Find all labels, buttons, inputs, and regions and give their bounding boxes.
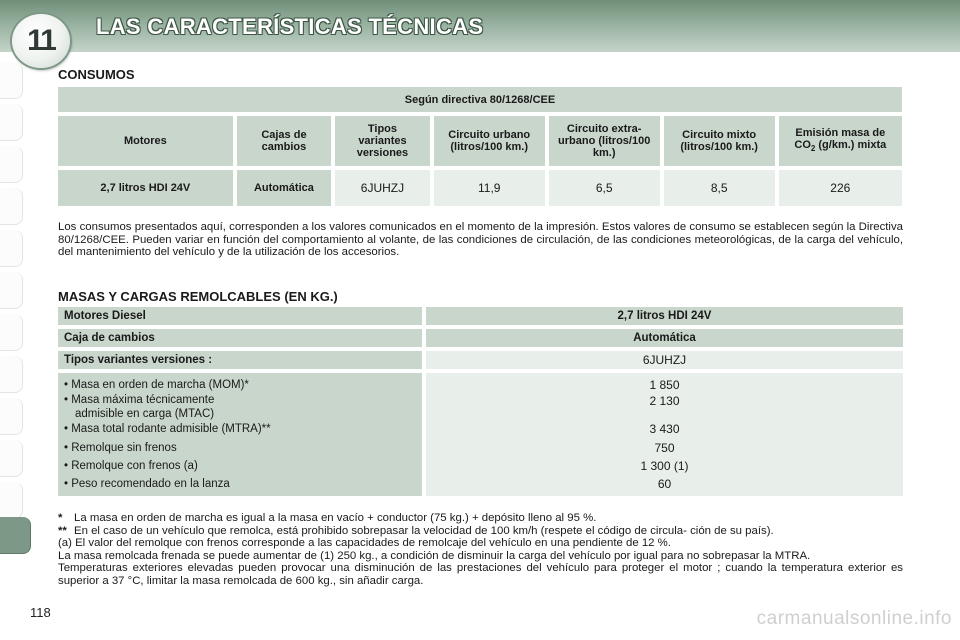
header-tipos: Tipos variantes versiones xyxy=(335,116,430,166)
list-item: • Masa en orden de marcha (MOM)* xyxy=(64,379,249,391)
table-caption: Según directiva 80/1268/CEE xyxy=(58,87,902,112)
note-temperaturas: Temperaturas exteriores elevadas pueden provocar una disminución de las prestaciones del vehículo para proteger el motor ; cuando la temperatura exterior es superior a 37 °C, limitar la masa remolcada de 600 kg., sin añadir carga. xyxy=(58,562,903,587)
cell-caja: Automática xyxy=(237,170,332,206)
section-title-consumos: CONSUMOS xyxy=(58,67,135,82)
chapter-tab[interactable] xyxy=(0,62,23,99)
note-masa-frenada: La masa remolcada frenada se puede aumentar de (1) 250 kg., a condición de disminuir la carga del vehículo por igual para no sobrepasar la MTRA. xyxy=(58,549,811,562)
masas-items-labels xyxy=(58,373,422,496)
cell-motor: 2,7 litros HDI 24V xyxy=(58,170,233,206)
list-item: • Masa máxima técnicamente admisible en carga (MTAC) xyxy=(64,394,215,420)
cell-mixto: 8,5 xyxy=(664,170,775,206)
list-item: • Remolque sin frenos xyxy=(64,442,177,454)
section-title-masas: MASAS Y CARGAS REMOLCABLES (EN KG.) xyxy=(58,289,338,304)
cell-urbano: 11,9 xyxy=(434,170,545,206)
list-value: 60 xyxy=(657,477,672,491)
cell-emision: 226 xyxy=(779,170,902,206)
page-number: 118 xyxy=(30,605,51,620)
consumos-table xyxy=(54,83,906,210)
list-value: 2 130 xyxy=(649,394,680,408)
header-emision-co2: Emisión masa de $CO_2$ (g/km.) mixta xyxy=(779,116,902,166)
chapter-tab[interactable] xyxy=(0,356,23,393)
masas-items-values xyxy=(426,373,903,496)
chapter-tab[interactable] xyxy=(0,440,23,477)
chapter-tab[interactable] xyxy=(0,230,23,267)
header-cajas: Cajas de cambios xyxy=(237,116,332,166)
masas-caja-label: Caja de cambios xyxy=(58,329,422,347)
masas-tipos-label: Tipos variantes versiones : xyxy=(58,351,422,369)
header-circuito-urbano: Circuito urbano (litros/100 km.) xyxy=(434,116,545,166)
header-circuito-mixto: Circuito mixto (litros/100 km.) xyxy=(664,116,775,166)
chapter-number-badge: 11 xyxy=(12,14,70,68)
chapter-tab[interactable] xyxy=(0,482,23,519)
chapter-tab[interactable] xyxy=(0,188,23,225)
cell-extra: 6,5 xyxy=(549,170,660,206)
chapter-title: LAS CARACTERÍSTICAS TÉCNICAS xyxy=(96,14,484,39)
masas-caja-value: Automática xyxy=(426,329,903,347)
list-value: 3 430 xyxy=(649,422,680,436)
cell-tipo: 6JUHZJ xyxy=(335,170,430,206)
masas-motores-value: 2,7 litros HDI 24V xyxy=(426,307,903,325)
chapter-tab[interactable] xyxy=(0,104,23,141)
masas-tipos-value: 6JUHZJ xyxy=(426,351,903,369)
watermark: carmanualsonline.info xyxy=(756,608,952,629)
chapter-tab-active[interactable] xyxy=(0,517,31,554)
masas-motores-label: Motores Diesel xyxy=(58,307,422,325)
chapter-tab[interactable] xyxy=(0,272,23,309)
masas-table xyxy=(54,303,907,500)
chapter-tab[interactable] xyxy=(0,398,23,435)
consumos-paragraph: Los consumos presentados aquí, corresponden a los valores comunicados en el momento de la impresión. Estos valores de consumo se establecen según la Directiva 80/1268/CEE. Pueden variar en función del comportamiento al volante, de las condiciones de circulación, de las condiciones meteorológicas, de la carga del vehículo, del mantenimiento del vehículo y de la utilización de los accesorios. xyxy=(58,221,903,258)
list-value: 750 xyxy=(654,441,675,455)
footnote-double-star: ** En el caso de un vehículo que remolca, está prohibido sobrepasar la velocidad de 100 km/h (respete el código de circula- ción de su país). xyxy=(58,524,774,537)
chapter-tab[interactable] xyxy=(0,146,23,183)
header-circuito-extra: Circuito extra-urbano (litros/100 km.) xyxy=(549,116,660,166)
list-item: • Masa total rodante admisible (MTRA)** xyxy=(64,423,271,435)
list-item: • Peso recomendado en la lanza xyxy=(64,478,230,490)
footnote-a: (a) El valor del remolque con frenos corresponde a las capacidades de remolcaje del vehículo en una pendiente de 12 %. xyxy=(58,537,671,549)
header-motores: Motores xyxy=(58,116,233,166)
footnotes xyxy=(58,512,903,587)
chapter-tabs xyxy=(0,52,34,612)
list-value: 1 850 xyxy=(649,378,680,392)
footnote-star: * La masa en orden de marcha es igual a la masa en vacío + conductor (75 kg.) + depósito lleno al 95 %. xyxy=(58,512,597,524)
list-item: • Remolque con frenos (a) xyxy=(64,460,198,472)
list-value: 1 300 (1) xyxy=(640,459,689,473)
chapter-tab[interactable] xyxy=(0,314,23,351)
